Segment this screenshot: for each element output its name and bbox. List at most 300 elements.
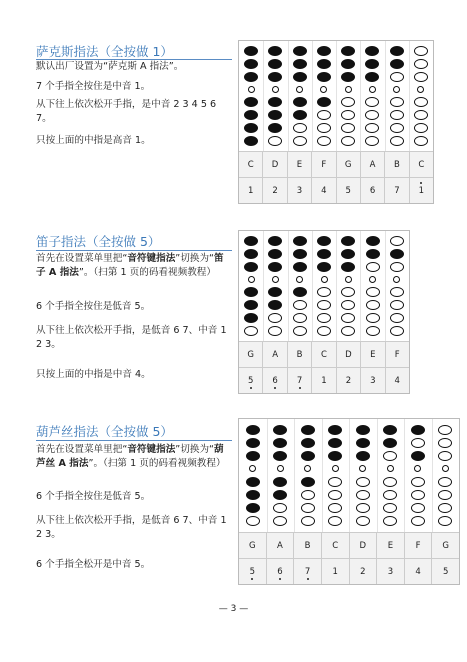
open-hole-icon xyxy=(366,287,380,297)
open-hole-icon xyxy=(248,86,255,93)
jianpu-number-row xyxy=(239,367,409,393)
closed-hole-icon xyxy=(273,425,287,435)
column-divider xyxy=(312,41,313,151)
text-run: ”切换为“ xyxy=(175,444,215,455)
bold-text: 音符键指法 xyxy=(127,253,176,264)
closed-hole-icon xyxy=(328,438,342,448)
section-paragraph xyxy=(36,443,232,471)
open-hole-icon xyxy=(356,490,370,500)
note-name-cell: D xyxy=(336,342,360,368)
note-name-cell: F xyxy=(311,152,335,178)
open-hole-icon xyxy=(383,490,397,500)
jianpu-number-cell: 4 xyxy=(404,559,432,584)
jianpu-number-cell: 1 xyxy=(409,178,433,203)
jianpu-number-cell: 7 xyxy=(384,178,408,203)
open-hole-icon xyxy=(317,123,331,133)
holes-area xyxy=(239,41,433,151)
closed-hole-icon xyxy=(328,425,342,435)
closed-hole-icon xyxy=(244,46,258,56)
section-paragraph xyxy=(36,80,232,94)
open-hole-icon xyxy=(393,86,400,93)
open-hole-icon xyxy=(272,276,279,283)
closed-hole-icon xyxy=(293,97,307,107)
open-hole-icon xyxy=(293,300,307,310)
note-name-cell: E xyxy=(376,533,404,559)
jianpu-number-cell: 1 xyxy=(311,368,335,393)
closed-hole-icon xyxy=(341,262,355,272)
open-hole-icon xyxy=(317,300,331,310)
open-hole-icon xyxy=(390,97,404,107)
open-hole-icon xyxy=(328,503,342,513)
open-hole-icon xyxy=(301,490,315,500)
text-run: 首先在设置菜单里把“ xyxy=(36,444,128,455)
closed-hole-icon xyxy=(383,425,397,435)
open-hole-icon xyxy=(365,123,379,133)
jianpu-number-cell: 5 xyxy=(336,178,360,203)
closed-hole-icon xyxy=(246,425,260,435)
open-hole-icon xyxy=(438,490,452,500)
note-name-cell: F xyxy=(404,533,432,559)
closed-hole-icon xyxy=(244,249,258,259)
note-name-cell: C xyxy=(409,152,433,178)
jianpu-number-cell: 1 xyxy=(321,559,349,584)
note-name-cell: B xyxy=(293,533,321,559)
closed-hole-icon xyxy=(328,451,342,461)
note-name-cell: G xyxy=(249,541,256,551)
open-hole-icon xyxy=(390,287,404,297)
open-hole-icon xyxy=(341,97,355,107)
open-hole-icon xyxy=(438,425,452,435)
closed-hole-icon xyxy=(244,300,258,310)
open-hole-icon xyxy=(293,313,307,323)
closed-hole-icon xyxy=(293,59,307,69)
open-hole-icon xyxy=(341,300,355,310)
note-name-cell: C xyxy=(311,342,335,368)
open-hole-icon xyxy=(383,477,397,487)
closed-hole-icon xyxy=(365,72,379,82)
open-hole-icon xyxy=(365,136,379,146)
column-divider xyxy=(360,231,361,341)
closed-hole-icon xyxy=(317,46,331,56)
open-hole-icon xyxy=(414,123,428,133)
closed-hole-icon xyxy=(268,123,282,133)
open-hole-icon xyxy=(301,516,315,526)
closed-hole-icon xyxy=(244,97,258,107)
closed-hole-icon xyxy=(268,110,282,120)
section-paragraph xyxy=(36,300,232,314)
text-run: 从下往上依次松开手指，是低音 6 7、中音 1 2 3。 xyxy=(36,325,227,350)
closed-hole-icon xyxy=(317,236,331,246)
note-name-cell: G xyxy=(336,152,360,178)
open-hole-icon xyxy=(317,136,331,146)
open-hole-icon xyxy=(293,123,307,133)
open-hole-icon xyxy=(383,503,397,513)
closed-hole-icon xyxy=(301,438,315,448)
open-hole-icon xyxy=(414,465,421,472)
column-divider xyxy=(263,41,264,151)
jianpu-number-cell: 2 xyxy=(262,178,286,203)
note-name-cell: A xyxy=(262,342,286,368)
open-hole-icon xyxy=(369,276,376,283)
closed-hole-icon xyxy=(273,438,287,448)
closed-hole-icon xyxy=(366,236,380,246)
note-name-cell: G xyxy=(247,350,254,360)
section-paragraph xyxy=(36,60,232,74)
column-divider xyxy=(288,231,289,341)
open-hole-icon xyxy=(341,123,355,133)
open-hole-icon xyxy=(317,110,331,120)
column-divider xyxy=(432,419,433,532)
open-hole-icon xyxy=(411,516,425,526)
open-hole-icon xyxy=(244,326,258,336)
closed-hole-icon xyxy=(268,46,282,56)
closed-hole-icon xyxy=(366,249,380,259)
note-name-cell: A xyxy=(266,533,294,559)
closed-hole-icon xyxy=(390,249,404,259)
open-hole-icon xyxy=(272,86,279,93)
text-run: 首先在设置菜单里把“ xyxy=(36,253,128,264)
jianpu-number-cell: 4 xyxy=(385,368,409,393)
closed-hole-icon xyxy=(244,72,258,82)
open-hole-icon xyxy=(246,516,260,526)
open-hole-icon xyxy=(383,451,397,461)
text-run: 从下往上依次松开手指，是中音 2 3 4 5 6 7。 xyxy=(36,99,217,124)
jianpu-number-row xyxy=(239,558,459,584)
closed-hole-icon xyxy=(273,490,287,500)
open-hole-icon xyxy=(332,465,339,472)
open-hole-icon xyxy=(417,86,424,93)
open-hole-icon xyxy=(438,438,452,448)
open-hole-icon xyxy=(321,276,328,283)
open-hole-icon xyxy=(366,262,380,272)
note-name-row xyxy=(239,532,459,559)
closed-hole-icon xyxy=(411,425,425,435)
closed-hole-icon xyxy=(246,477,260,487)
open-hole-icon xyxy=(293,326,307,336)
open-hole-icon xyxy=(356,477,370,487)
closed-hole-icon xyxy=(244,123,258,133)
closed-hole-icon xyxy=(390,46,404,56)
closed-hole-icon xyxy=(244,110,258,120)
column-divider xyxy=(385,41,386,151)
closed-hole-icon xyxy=(268,300,282,310)
open-hole-icon xyxy=(393,276,400,283)
open-hole-icon xyxy=(317,287,331,297)
note-name-row xyxy=(239,341,409,368)
open-hole-icon xyxy=(341,313,355,323)
open-hole-icon xyxy=(390,326,404,336)
open-hole-icon xyxy=(390,110,404,120)
section-paragraph xyxy=(36,514,232,542)
open-hole-icon xyxy=(438,503,452,513)
open-hole-icon xyxy=(345,86,352,93)
open-hole-icon xyxy=(345,276,352,283)
open-hole-icon xyxy=(328,490,342,500)
open-hole-icon xyxy=(248,276,255,283)
closed-hole-icon xyxy=(244,262,258,272)
open-hole-icon xyxy=(438,451,452,461)
note-name-cell: B xyxy=(287,342,311,368)
text-run: 只按上面的中指是高音 1。 xyxy=(36,135,151,146)
column-divider xyxy=(294,419,295,532)
section-heading: 笛子指法（全按做 5） xyxy=(36,234,161,249)
open-hole-icon xyxy=(341,326,355,336)
open-hole-icon xyxy=(411,477,425,487)
open-hole-icon xyxy=(320,86,327,93)
column-divider xyxy=(288,41,289,151)
jianpu-number-cell: 7 xyxy=(293,559,321,584)
closed-hole-icon xyxy=(390,59,404,69)
open-hole-icon xyxy=(414,97,428,107)
jianpu-number-cell: 5 xyxy=(239,368,262,393)
text-run: 7 个手指全按住是中音 1。 xyxy=(36,81,151,92)
section-paragraph xyxy=(36,98,232,126)
column-divider xyxy=(336,231,337,341)
text-run: 6 个手指全按住是低音 5。 xyxy=(36,491,151,502)
open-hole-icon xyxy=(366,326,380,336)
closed-hole-icon xyxy=(365,59,379,69)
closed-hole-icon xyxy=(356,425,370,435)
open-hole-icon xyxy=(341,110,355,120)
closed-hole-icon xyxy=(246,438,260,448)
text-run: ”切换为“ xyxy=(175,253,215,264)
text-run: ”。（扫第 1 页的码看视频教程） xyxy=(78,267,216,278)
closed-hole-icon xyxy=(301,451,315,461)
open-hole-icon xyxy=(301,503,315,513)
closed-hole-icon xyxy=(341,72,355,82)
text-run: 从下往上依次松开手指，是低音 6 7、中音 1 2 3。 xyxy=(36,515,227,540)
open-hole-icon xyxy=(390,72,404,82)
open-hole-icon xyxy=(369,86,376,93)
closed-hole-icon xyxy=(268,72,282,82)
heading-underline xyxy=(36,440,232,441)
open-hole-icon xyxy=(414,136,428,146)
note-name-cell: C xyxy=(321,533,349,559)
open-hole-icon xyxy=(390,123,404,133)
text-run: 6 个手指全按住是低音 5。 xyxy=(36,301,151,312)
bold-text: 葫芦丝 A 指法 xyxy=(36,444,224,469)
open-hole-icon xyxy=(293,136,307,146)
closed-hole-icon xyxy=(293,287,307,297)
open-hole-icon xyxy=(365,110,379,120)
open-hole-icon xyxy=(414,72,428,82)
text-run: ”。（扫第 1 页的码看视频教程） xyxy=(88,458,226,469)
closed-hole-icon xyxy=(273,451,287,461)
note-name-row xyxy=(239,151,433,178)
column-divider xyxy=(409,41,410,151)
fingering-chart-hulusi xyxy=(238,418,460,585)
holes-area xyxy=(239,419,459,532)
open-hole-icon xyxy=(273,516,287,526)
jianpu-number-cell: 5 xyxy=(239,559,266,584)
section-paragraph xyxy=(36,558,232,572)
fingering-chart-saxophone xyxy=(238,40,434,204)
jianpu-number-cell: 1 xyxy=(247,185,254,196)
open-hole-icon xyxy=(341,287,355,297)
column-divider xyxy=(385,231,386,341)
column-divider xyxy=(263,231,264,341)
note-name-cell: D xyxy=(262,152,286,178)
open-hole-icon xyxy=(438,477,452,487)
section-heading: 萨克斯指法（全按做 1） xyxy=(36,44,173,59)
section-paragraph xyxy=(36,490,232,504)
closed-hole-icon xyxy=(341,59,355,69)
closed-hole-icon xyxy=(317,59,331,69)
closed-hole-icon xyxy=(293,249,307,259)
open-hole-icon xyxy=(442,465,449,472)
jianpu-number-cell: 6 xyxy=(262,368,286,393)
open-hole-icon xyxy=(356,503,370,513)
text-run: 默认出厂设置为“萨克斯 A 指法”。 xyxy=(36,61,184,72)
closed-hole-icon xyxy=(301,477,315,487)
column-divider xyxy=(267,419,268,532)
holes-area xyxy=(239,231,409,341)
closed-hole-icon xyxy=(383,438,397,448)
column-divider xyxy=(377,419,378,532)
column-divider xyxy=(312,231,313,341)
column-divider xyxy=(360,41,361,151)
open-hole-icon xyxy=(356,516,370,526)
open-hole-icon xyxy=(268,313,282,323)
open-hole-icon xyxy=(359,465,366,472)
open-hole-icon xyxy=(366,313,380,323)
closed-hole-icon xyxy=(411,451,425,461)
closed-hole-icon xyxy=(268,59,282,69)
bold-text: 笛子 A 指法 xyxy=(36,253,224,278)
closed-hole-icon xyxy=(246,451,260,461)
closed-hole-icon xyxy=(268,236,282,246)
section-paragraph xyxy=(36,134,232,148)
section-paragraph xyxy=(36,252,232,280)
note-name-cell: F xyxy=(385,342,409,368)
closed-hole-icon xyxy=(341,46,355,56)
closed-hole-icon xyxy=(301,425,315,435)
text-run: 只按上面的中指是中音 4。 xyxy=(36,369,151,380)
open-hole-icon xyxy=(317,326,331,336)
closed-hole-icon xyxy=(268,287,282,297)
open-hole-icon xyxy=(411,438,425,448)
open-hole-icon xyxy=(296,276,303,283)
open-hole-icon xyxy=(273,503,287,513)
bold-text: 音符键指法 xyxy=(127,444,176,455)
jianpu-number-cell: 5 xyxy=(431,559,459,584)
column-divider xyxy=(404,419,405,532)
jianpu-number-cell: 3 xyxy=(360,368,384,393)
fingering-chart-flute xyxy=(238,230,410,394)
open-hole-icon xyxy=(268,326,282,336)
open-hole-icon xyxy=(328,516,342,526)
closed-hole-icon xyxy=(244,236,258,246)
open-hole-icon xyxy=(328,477,342,487)
jianpu-number-row xyxy=(239,177,433,203)
page-number: — 3 — xyxy=(218,604,249,614)
open-hole-icon xyxy=(414,110,428,120)
open-hole-icon xyxy=(277,465,284,472)
jianpu-number-cell: 7 xyxy=(287,368,311,393)
open-hole-icon xyxy=(390,262,404,272)
jianpu-number-cell: 2 xyxy=(349,559,377,584)
note-name-cell: D xyxy=(349,533,377,559)
closed-hole-icon xyxy=(268,97,282,107)
section-paragraph xyxy=(36,324,232,352)
closed-hole-icon xyxy=(244,313,258,323)
open-hole-icon xyxy=(390,136,404,146)
open-hole-icon xyxy=(268,136,282,146)
jianpu-number-cell: 3 xyxy=(287,178,311,203)
jianpu-number-cell: 4 xyxy=(311,178,335,203)
closed-hole-icon xyxy=(341,249,355,259)
note-name-cell: G xyxy=(431,533,459,559)
open-hole-icon xyxy=(383,516,397,526)
open-hole-icon xyxy=(390,300,404,310)
note-name-cell: E xyxy=(360,342,384,368)
heading-underline xyxy=(36,250,232,251)
open-hole-icon xyxy=(317,313,331,323)
open-hole-icon xyxy=(411,503,425,513)
open-hole-icon xyxy=(341,136,355,146)
note-name-cell: E xyxy=(287,152,311,178)
closed-hole-icon xyxy=(246,490,260,500)
closed-hole-icon xyxy=(356,438,370,448)
closed-hole-icon xyxy=(293,110,307,120)
closed-hole-icon xyxy=(293,236,307,246)
closed-hole-icon xyxy=(341,236,355,246)
closed-hole-icon xyxy=(293,72,307,82)
open-hole-icon xyxy=(365,97,379,107)
closed-hole-icon xyxy=(244,287,258,297)
closed-hole-icon xyxy=(268,262,282,272)
note-name-cell: A xyxy=(360,152,384,178)
open-hole-icon xyxy=(438,516,452,526)
closed-hole-icon xyxy=(268,249,282,259)
open-hole-icon xyxy=(414,46,428,56)
open-hole-icon xyxy=(304,465,311,472)
column-divider xyxy=(322,419,323,532)
jianpu-number-cell: 6 xyxy=(266,559,294,584)
section-paragraph xyxy=(36,368,232,382)
open-hole-icon xyxy=(414,59,428,69)
open-hole-icon xyxy=(296,86,303,93)
closed-hole-icon xyxy=(293,46,307,56)
open-hole-icon xyxy=(366,300,380,310)
closed-hole-icon xyxy=(244,59,258,69)
open-hole-icon xyxy=(411,490,425,500)
note-name-cell: C xyxy=(247,160,254,170)
closed-hole-icon xyxy=(246,503,260,513)
closed-hole-icon xyxy=(317,97,331,107)
column-divider xyxy=(349,419,350,532)
text-run: 6 个手指全松开是中音 5。 xyxy=(36,559,151,570)
closed-hole-icon xyxy=(317,262,331,272)
jianpu-number-cell: 3 xyxy=(376,559,404,584)
section-heading: 葫芦丝指法（全按做 5） xyxy=(36,424,173,439)
closed-hole-icon xyxy=(317,249,331,259)
open-hole-icon xyxy=(390,236,404,246)
closed-hole-icon xyxy=(317,72,331,82)
open-hole-icon xyxy=(390,313,404,323)
jianpu-number-cell: 6 xyxy=(360,178,384,203)
open-hole-icon xyxy=(387,465,394,472)
jianpu-number-cell: 2 xyxy=(336,368,360,393)
closed-hole-icon xyxy=(273,477,287,487)
closed-hole-icon xyxy=(244,136,258,146)
open-hole-icon xyxy=(249,465,256,472)
closed-hole-icon xyxy=(356,451,370,461)
column-divider xyxy=(336,41,337,151)
closed-hole-icon xyxy=(365,46,379,56)
note-name-cell: B xyxy=(384,152,408,178)
closed-hole-icon xyxy=(293,262,307,272)
